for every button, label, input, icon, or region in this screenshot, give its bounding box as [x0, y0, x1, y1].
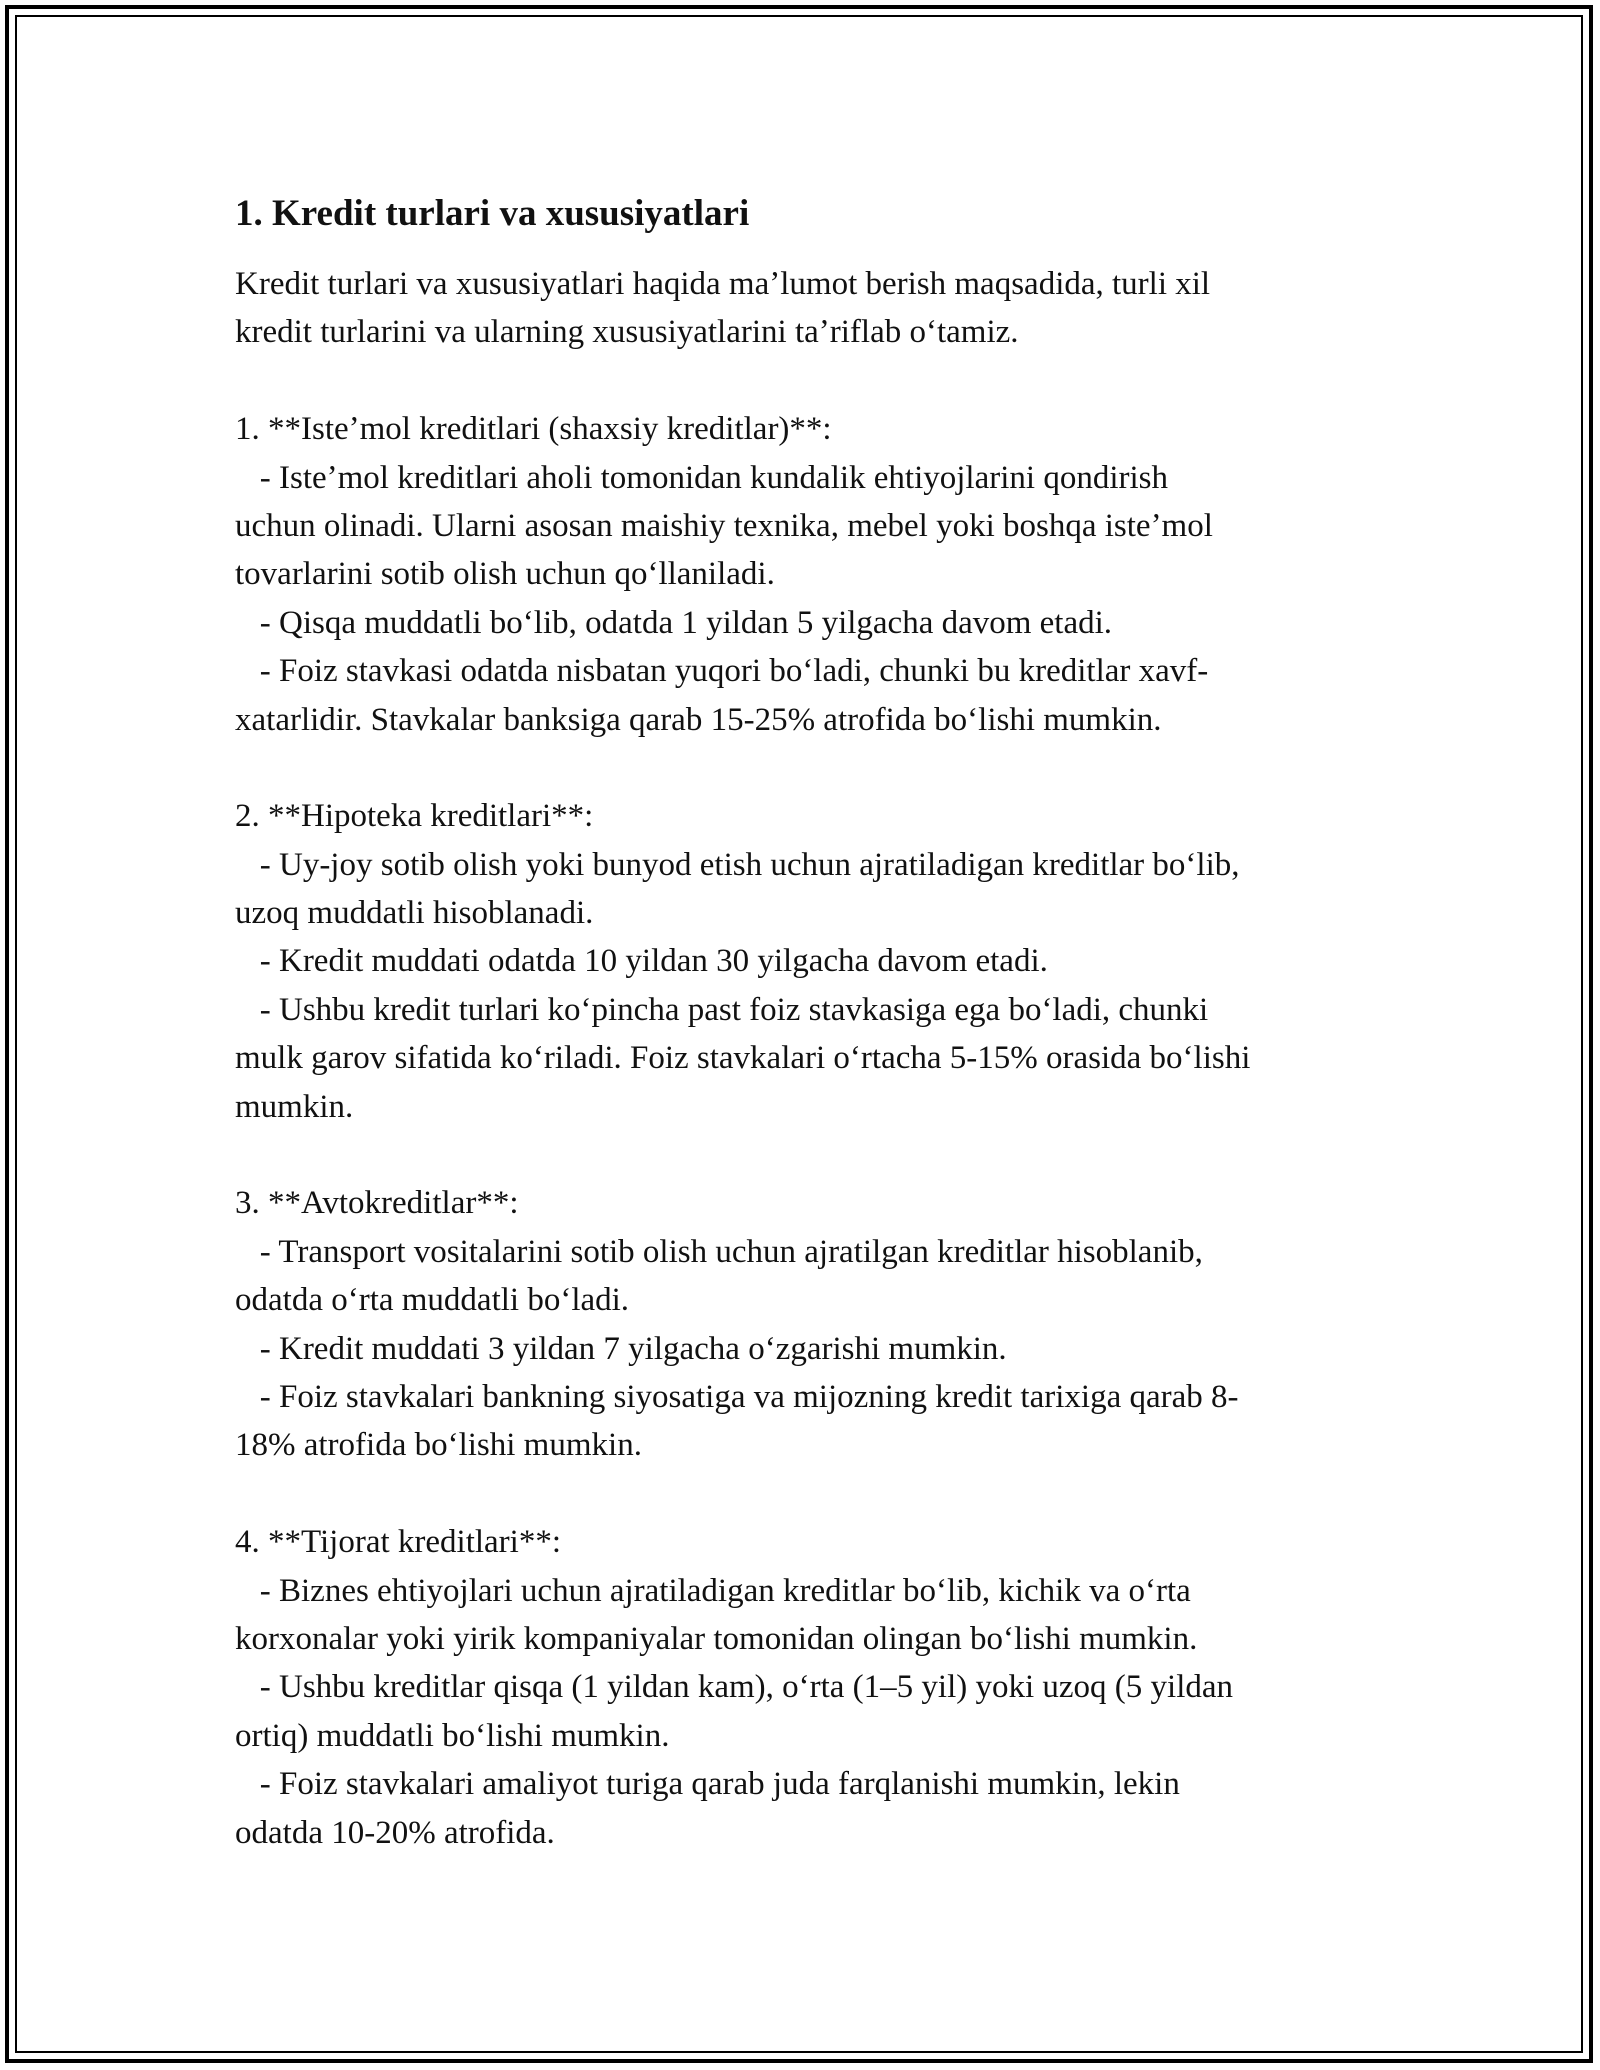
text-line: mumkin. — [235, 1088, 354, 1125]
text-line: korxonalar yoki yirik kompaniyalar tomonidan olingan boʻlishi mumkin. — [235, 1620, 1198, 1657]
text-line: odatda oʻrta muddatli boʻladi. — [235, 1282, 630, 1319]
text-line: - Kredit muddati 3 yildan 7 yilgacha oʻzgarishi mumkin. — [235, 1330, 1007, 1367]
text-line: ortiq) muddatli boʻlishi mumkin. — [235, 1717, 670, 1754]
document-text — [235, 260, 1385, 1857]
document-body — [235, 190, 1385, 1857]
text-line: - Isteʼmol kreditlari aholi tomonidan kundalik ehtiyojlarini qondirish — [235, 459, 1168, 496]
text-line — [235, 357, 1385, 405]
text-line: 18% atrofida boʻlishi mumkin. — [235, 1427, 642, 1464]
text-line: - Kredit muddati odatda 10 yildan 30 yilgacha davom etadi. — [235, 943, 1048, 980]
text-line: uchun olinadi. Ularni asosan maishiy texnika, mebel yoki boshqa isteʼmol — [235, 507, 1213, 544]
text-line — [235, 1470, 1385, 1518]
document-title: 1. Kredit turlari va xususiyatlari — [235, 193, 750, 234]
text-line: 3. **Avtokreditlar**: — [235, 1185, 519, 1222]
text-line: odatda 10-20% atrofida. — [235, 1814, 555, 1851]
text-line: - Transport vositalarini sotib olish uchun ajratilgan kreditlar hisoblanib, — [235, 1233, 1203, 1270]
text-line: - Foiz stavkalari bankning siyosatiga va mijozning kredit tarixiga qarab 8- — [235, 1378, 1239, 1415]
text-line: 1. **Isteʼmol kreditlari (shaxsiy kreditlar)**: — [235, 411, 832, 448]
text-line — [235, 744, 1385, 792]
text-line: 4. **Tijorat kreditlari**: — [235, 1524, 562, 1561]
text-line: - Qisqa muddatli boʻlib, odatda 1 yildan 5 yilgacha davom etadi. — [235, 604, 1113, 641]
text-line: - Uy-joy sotib olish yoki bunyod etish uchun ajratiladigan kreditlar boʻlib, — [235, 846, 1240, 883]
text-line: xatarlidir. Stavkalar banksiga qarab 15-25% atrofida boʻlishi mumkin. — [235, 701, 1162, 738]
text-line: 2. **Hipoteka kreditlari**: — [235, 798, 594, 835]
text-line: tovarlarini sotib olish uchun qoʻllaniladi. — [235, 556, 775, 593]
text-line: kredit turlarini va ularning xususiyatlarini taʼriflab oʻtamiz. — [235, 314, 1019, 351]
text-line: - Biznes ehtiyojlari uchun ajratiladigan kreditlar boʻlib, kichik va oʻrta — [235, 1572, 1191, 1609]
text-line: uzoq muddatli hisoblanadi. — [235, 895, 594, 932]
text-line: - Ushbu kredit turlari koʻpincha past foiz stavkasiga ega boʻladi, chunki — [235, 991, 1209, 1028]
text-line: Kredit turlari va xususiyatlari haqida maʼlumot berish maqsadida, turli xil — [235, 266, 1211, 302]
text-line: - Ushbu kreditlar qisqa (1 yildan kam), oʻrta (1–5 yil) yoki uzoq (5 yildan — [235, 1669, 1234, 1706]
text-line: mulk garov sifatida koʻriladi. Foiz stavkalari oʻrtacha 5-15% orasida boʻlishi — [235, 1040, 1251, 1077]
text-line: - Foiz stavkasi odatda nisbatan yuqori boʻladi, chunki bu kreditlar xavf- — [235, 653, 1209, 690]
text-line — [235, 1131, 1385, 1179]
text-line: - Foiz stavkalari amaliyot turiga qarab juda farqlanishi mumkin, lekin — [235, 1766, 1180, 1803]
